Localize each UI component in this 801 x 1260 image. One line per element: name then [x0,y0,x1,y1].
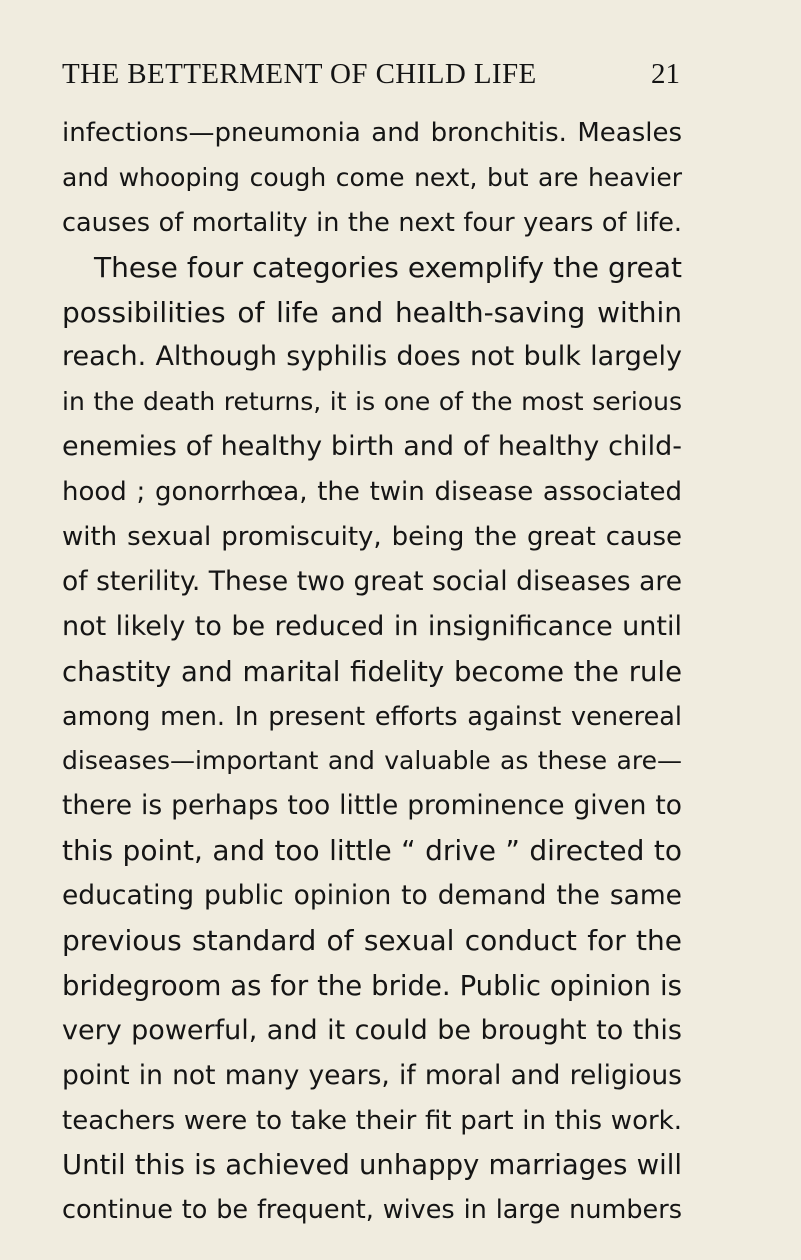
text-line: this point, and too little “ drive ” directed to [62,834,682,868]
text-line: teachers were to take their fit part in this work. [62,1105,682,1136]
text-line: educating public opinion to demand the same [62,880,682,912]
page-header [62,58,680,98]
text-line: very powerful, and it could be brought to this [62,1014,682,1046]
text-line: and whooping cough come next, but are heavier [62,162,682,192]
text-line: enemies of healthy birth and of healthy child- [62,431,682,463]
text-line: among men. In present efforts against venereal [62,701,682,732]
text-line: in the death returns, it is one of the most serious [62,387,682,417]
text-line: infections—pneumonia and bronchitis. Measles [62,118,682,148]
text-line: of sterility. These two great social diseases are [62,565,682,597]
text-line: diseases—important and valuable as these are— [62,746,682,776]
text-line: point in not many years, if moral and religious [62,1059,682,1091]
text-line: previous standard of sexual conduct for the [62,924,682,958]
body-text [62,111,682,1233]
text-line: bridegroom as for the bride. Public opinion is [62,969,682,1002]
page-number: 21 [651,58,680,90]
text-line: These four categories exemplify the great [94,250,682,284]
text-line: possibilities of life and health-saving within [62,295,682,329]
text-line: causes of mortality in the next four years of life. [62,207,682,238]
text-line: hood ; gonorrhœa, the twin disease associated [62,477,682,508]
text-line: reach. Although syphilis does not bulk largely [62,341,682,373]
running-head: THE BETTERMENT OF CHILD LIFE [62,58,537,90]
text-line: continue to be frequent, wives in large numbers [62,1195,682,1226]
text-line: not likely to be reduced in insignificance until [62,610,682,642]
text-line: Until this is achieved unhappy marriages will [62,1149,682,1182]
text-line: there is perhaps too little prominence given to [62,790,682,822]
text-line: chastity and marital fidelity become the rule [62,655,682,688]
text-line: with sexual promiscuity, being the great cause [62,522,682,553]
